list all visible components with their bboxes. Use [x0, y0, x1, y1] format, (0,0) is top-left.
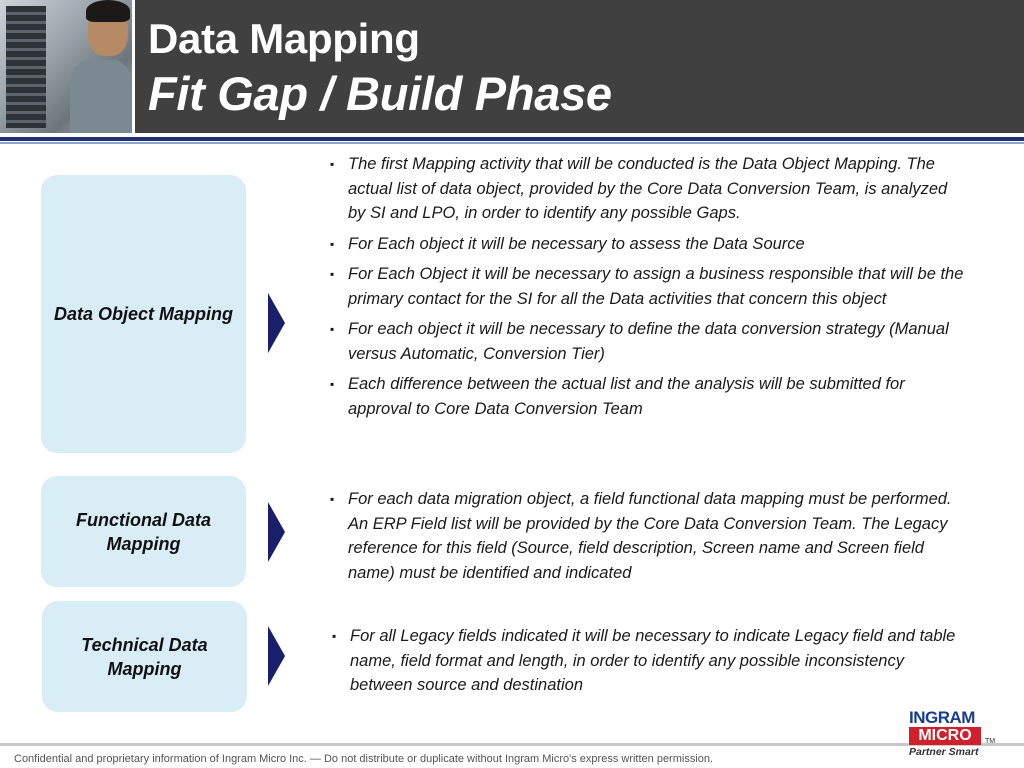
header-bar: [0, 0, 1024, 133]
logo-ingram: INGRAM: [909, 708, 975, 727]
technical-data-mapping-box: [42, 601, 247, 712]
page-subtitle: Fit Gap / Build Phase: [148, 67, 612, 120]
bullet-text: The first Mapping activity that will be conducted is the Data Object Mapping. The actual list of data object, provided by the Core Data Conversion Team, is analyzed by SI and LPO, in order to identify any possible Gaps.: [348, 155, 948, 222]
box-label: Functional Data Mapping: [75, 509, 211, 554]
footer-divider: [0, 743, 1024, 746]
list-item: [330, 624, 960, 698]
bullet-list-data-object: [328, 152, 968, 427]
bullet-text: For each object it will be necessary to define the data conversion strategy (Manual versus Automatic, Conversion Tier): [348, 320, 949, 363]
bullet-text: For Each Object it will be necessary to assign a business responsible that will be the primary contact for the SI for all the Data activities that concern this object: [348, 265, 964, 308]
list-item: [328, 262, 968, 311]
ingram-micro-logo: [905, 708, 997, 760]
list-item: [328, 372, 968, 421]
bullet-square-icon: ▪: [330, 267, 335, 281]
list-item: [328, 152, 968, 226]
list-item: [328, 317, 968, 366]
logo-trademark: TM: [985, 738, 996, 745]
bullet-square-icon: ▪: [330, 377, 335, 391]
bullet-square-icon: ▪: [330, 322, 335, 336]
bullet-text: For each data migration object, a field functional data mapping must be performed. An ERP Field list will be provided by the Core Data Conversion Team. The Legacy reference for this field (Source, field description, Screen name and Screen field name) must be identified and indicated: [348, 490, 952, 582]
photo-divider: [132, 0, 135, 133]
list-item: [328, 487, 973, 585]
footer-confidential-text: Confidential and proprietary information of Ingram Micro Inc. — Do not distribute or duplicate without Ingram Micro's express written permission.: [14, 753, 714, 765]
logo-tagline: Partner Smart: [909, 746, 979, 758]
arrow-right-icon: [268, 502, 285, 562]
bullet-text: For Each object it will be necessary to assess the Data Source: [348, 234, 805, 253]
data-object-mapping-box: [41, 175, 246, 453]
bullet-square-icon: ▪: [332, 629, 337, 643]
header-stripe-navy: [0, 137, 1024, 141]
arrow-right-icon: [268, 626, 285, 686]
arrow-right-icon: [268, 293, 285, 353]
bullet-square-icon: ▪: [330, 492, 335, 506]
server-rack-graphic: [6, 6, 46, 128]
person-graphic-body: [70, 60, 132, 133]
bullet-list-technical: [330, 624, 960, 704]
box-label: Technical Data Mapping: [81, 634, 208, 679]
functional-data-mapping-box: [41, 476, 246, 587]
bullet-square-icon: ▪: [330, 157, 335, 171]
box-label: Data Object Mapping: [53, 304, 233, 324]
list-item: [328, 232, 968, 257]
bullet-list-functional: [328, 487, 973, 591]
person-graphic-hair: [86, 0, 130, 22]
bullet-square-icon: ▪: [330, 236, 335, 251]
bullet-text: For all Legacy fields indicated it will be necessary to indicate Legacy field and table name, field format and length, in order to identify any possible inconsistency between source and destination: [350, 627, 956, 694]
logo-micro: MICRO: [909, 727, 981, 745]
bullet-text: Each difference between the actual list and the analysis will be submitted for approval to Core Data Conversion Team: [348, 375, 905, 418]
header-photo: [0, 0, 132, 133]
header-stripe-light: [0, 142, 1024, 144]
page-title: Data Mapping: [148, 15, 420, 62]
